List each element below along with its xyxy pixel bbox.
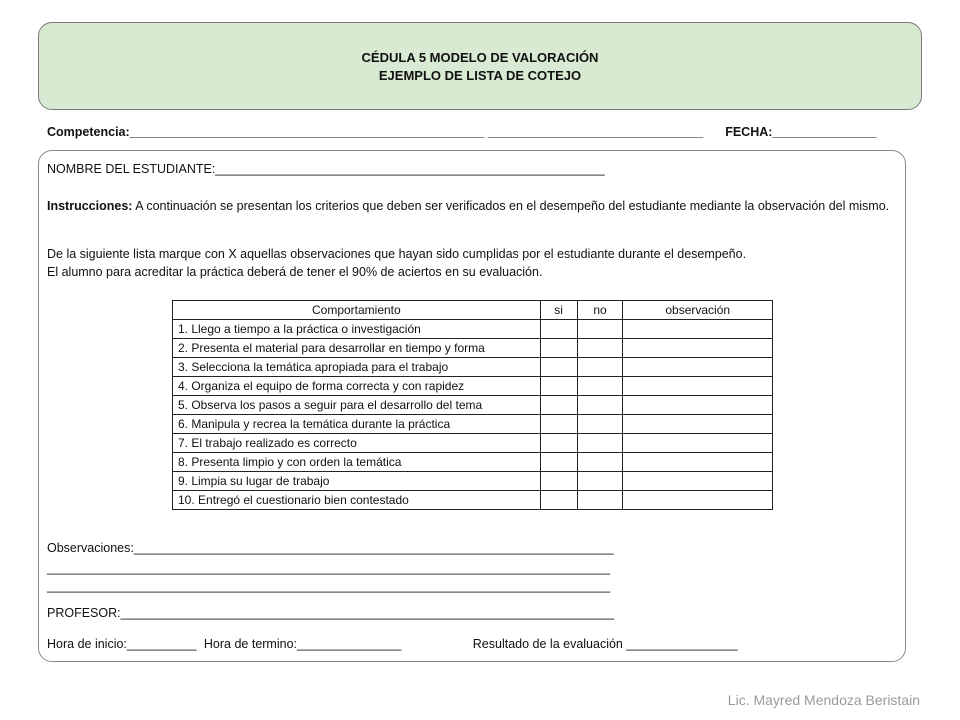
- no-cell[interactable]: [577, 415, 623, 434]
- observacion-cell[interactable]: [623, 491, 773, 510]
- table-row: [173, 453, 773, 472]
- instructions-label: Instrucciones:: [47, 199, 133, 213]
- no-cell[interactable]: [577, 320, 623, 339]
- observacion-cell[interactable]: [623, 415, 773, 434]
- instructions-line-3: El alumno para acreditar la práctica deberá de tener el 90% de aciertos en su evaluación.: [47, 265, 543, 279]
- table-row: [173, 339, 773, 358]
- criterion-3: 3. Selecciona la temática apropiada para el trabajo: [173, 358, 541, 377]
- title-banner: [38, 22, 922, 110]
- fecha-field[interactable]: FECHA:_______________: [725, 125, 877, 139]
- si-cell[interactable]: [540, 491, 577, 510]
- observacion-cell[interactable]: [623, 320, 773, 339]
- table-row: [173, 434, 773, 453]
- title-line-1: CÉDULA 5 MODELO DE VALORACIÓN: [361, 50, 599, 65]
- header-no: no: [577, 301, 623, 320]
- table-row: [173, 377, 773, 396]
- table-row: [173, 472, 773, 491]
- no-cell[interactable]: [577, 377, 623, 396]
- hora-inicio-field[interactable]: Hora de inicio:__________: [47, 637, 197, 651]
- hora-termino-field[interactable]: Hora de termino:_______________: [203, 637, 402, 651]
- observacion-cell[interactable]: [623, 396, 773, 415]
- table-row: [173, 396, 773, 415]
- no-cell[interactable]: [577, 472, 623, 491]
- no-cell[interactable]: [577, 453, 623, 472]
- table-row: [173, 415, 773, 434]
- instructions-line-2: De la siguiente lista marque con X aquellas observaciones que hayan sido cumplidas por el estudiante durante el desempeño.: [47, 247, 747, 261]
- si-cell[interactable]: [540, 453, 577, 472]
- si-cell[interactable]: [540, 396, 577, 415]
- si-cell[interactable]: [540, 339, 577, 358]
- no-cell[interactable]: [577, 339, 623, 358]
- si-cell[interactable]: [540, 320, 577, 339]
- profesor-field[interactable]: PROFESOR:_______________________________________________________________________: [47, 606, 615, 620]
- observaciones-blank-line-1[interactable]: _________________________________________________________________________________: [47, 561, 611, 575]
- criterion-8: 8. Presenta limpio y con orden la temática: [173, 453, 541, 472]
- header-comportamiento: Comportamiento: [173, 301, 541, 320]
- observaciones-blank-line-2[interactable]: _________________________________________________________________________________: [47, 579, 611, 593]
- competencia-field[interactable]: Competencia:___________________________________________________ _______________________________: [47, 125, 704, 139]
- no-cell[interactable]: [577, 358, 623, 377]
- criterion-7: 7. El trabajo realizado es correcto: [173, 434, 541, 453]
- student-name-field[interactable]: NOMBRE DEL ESTUDIANTE:________________________________________________________: [47, 162, 605, 176]
- table-row: [173, 358, 773, 377]
- no-cell[interactable]: [577, 396, 623, 415]
- title-line-2: EJEMPLO DE LISTA DE COTEJO: [378, 68, 582, 83]
- header-si: si: [540, 301, 577, 320]
- time-row: [47, 634, 738, 654]
- si-cell[interactable]: [540, 358, 577, 377]
- criterion-10: 10. Entregó el cuestionario bien contestado: [173, 491, 541, 510]
- criterion-4: 4. Organiza el equipo de forma correcta y con rapidez: [173, 377, 541, 396]
- criterion-6: 6. Manipula y recrea la temática durante la práctica: [173, 415, 541, 434]
- observacion-cell[interactable]: [623, 339, 773, 358]
- observacion-cell[interactable]: [623, 453, 773, 472]
- instructions-text: A continuación se presentan los criterios que deben ser verificados en el desempeño del estudiante mediante la observación del mismo.: [132, 199, 890, 213]
- si-cell[interactable]: [540, 434, 577, 453]
- header-observacion: observación: [623, 301, 773, 320]
- observacion-cell[interactable]: [623, 358, 773, 377]
- table-row: [173, 491, 773, 510]
- criterion-5: 5. Observa los pasos a seguir para el desarrollo del tema: [173, 396, 541, 415]
- table-row: [173, 320, 773, 339]
- criterion-2: 2. Presenta el material para desarrollar en tiempo y forma: [173, 339, 541, 358]
- observacion-cell[interactable]: [623, 377, 773, 396]
- si-cell[interactable]: [540, 377, 577, 396]
- criterion-1: 1. Llego a tiempo a la práctica o investigación: [173, 320, 541, 339]
- criterion-9: 9. Limpia su lugar de trabajo: [173, 472, 541, 491]
- resultado-field[interactable]: Resultado de la evaluación ________________: [472, 637, 738, 651]
- no-cell[interactable]: [577, 491, 623, 510]
- author-signature: Lic. Mayred Mendoza Beristain: [727, 692, 920, 708]
- observaciones-field[interactable]: Observaciones:_____________________________________________________________________: [47, 541, 614, 555]
- table-header-row: [173, 301, 773, 320]
- competencia-row: [47, 125, 877, 139]
- si-cell[interactable]: [540, 415, 577, 434]
- observacion-cell[interactable]: [623, 434, 773, 453]
- si-cell[interactable]: [540, 472, 577, 491]
- no-cell[interactable]: [577, 434, 623, 453]
- instructions: [47, 196, 897, 217]
- observacion-cell[interactable]: [623, 472, 773, 491]
- checklist-table: [172, 300, 773, 510]
